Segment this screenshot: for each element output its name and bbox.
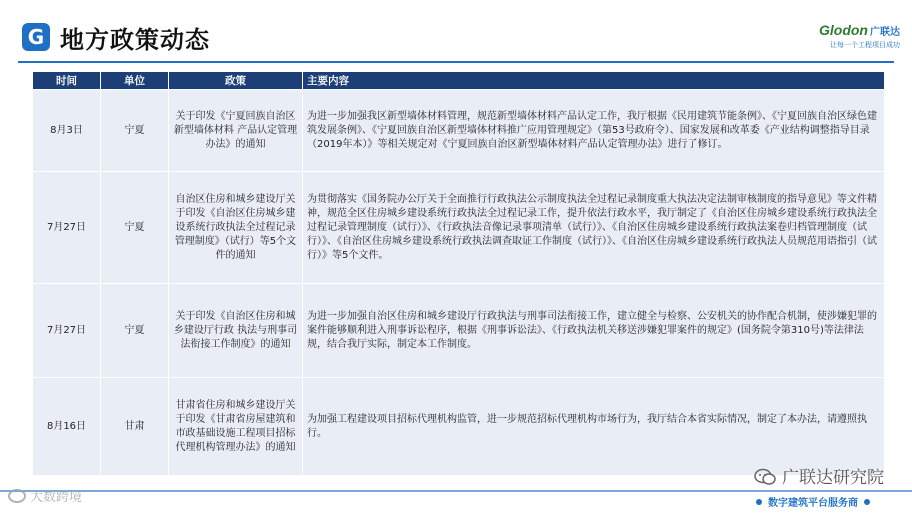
- policy-table: [32, 71, 885, 476]
- page-title: 地方政策动态: [60, 26, 210, 54]
- row-content: 为进一步加强我区新型墙体材料管理，规范新型墙体材料产品认定工作，我厅根据《民用建筑节能条例》、《宁夏回族自治区绿色建筑发展条例》、《宁夏回族自治区新型墙体材料推广应用管理规定》（第53号政府令）、国家发展和改革委《产业结构调整指导目录（2019年本）》等相关规定对《宁夏回族自治区新型墙体材料产品认定管理办法》进行了修订。: [303, 90, 885, 172]
- bullet-icon: [756, 499, 762, 505]
- header-divider: [18, 61, 894, 63]
- row-time: 8月3日: [33, 90, 101, 172]
- watermark-text: 大数跨境: [30, 490, 83, 505]
- row-unit: 宁夏: [101, 284, 169, 378]
- brand-slogan: 让每一个工程项目成功: [830, 41, 900, 49]
- row-content: 为进一步加强自治区住房和城乡建设厅行政执法与刑事司法衔接工作，建立健全与检察、公安机关的协作配合机制，使涉嫌犯罪的案件能够顺利进入刑事诉讼程序，根据《刑事诉讼法》、《行政执法机关移送涉嫌犯罪案件的规定》(国务院令第310号)等法律法规，结合我厅实际，制定本工作制度。: [303, 284, 885, 378]
- row-time: 7月27日: [33, 172, 101, 284]
- brand-name: [790, 22, 900, 38]
- watermark-icon: [8, 489, 26, 503]
- footer-divider: [0, 490, 912, 492]
- table-row: [33, 378, 885, 476]
- footer-brand: [754, 463, 884, 488]
- brand-name-en: Glodon: [819, 22, 868, 38]
- row-policy: 自治区住房和城乡建设厅关于印发《自治区住房城乡建设系统行政执法全过程记录管理制度》（试行）等5个文件的通知: [169, 172, 303, 284]
- row-content: 为贯彻落实《国务院办公厅关于全面推行行政执法公示制度执法全过程记录制度重大执法决定法制审核制度的指导意见》等文件精神，规范全区住房城乡建设系统行政执法全过程记录工作，提升依法行政水平，我厅制定了《自治区住房城乡建设系统行政执法全过程记录管理制度（试行）》、《行政执法音像记录事项清单（试行）》、《自治区住房城乡建设系统行政执法案卷归档管理制度（试行）》、《自治区住房城乡建设系统行政执法调查取证工作制度（试行）》、《自治区住房城乡建设系统行政执法人员规范用语指引（试行）》等5个文件。: [303, 172, 885, 284]
- col-header-unit: 单位: [101, 72, 169, 90]
- wechat-icon: [754, 468, 776, 486]
- col-header-time: 时间: [33, 72, 101, 90]
- row-content: 为加强工程建设项目招标代理机构监管，进一步规范招标代理机构市场行为，我厅结合本省实际情况，制定了本办法，请遵照执行。: [303, 378, 885, 476]
- row-unit: 甘肃: [101, 378, 169, 476]
- brand-name-cn: 广联达: [870, 27, 900, 38]
- row-unit: 宁夏: [101, 172, 169, 284]
- table-header-row: [33, 72, 885, 90]
- row-policy: 关于印发《宁夏回族自治区新型墙体材料 产品认定管理办法》的通知: [169, 90, 303, 172]
- header: [0, 0, 912, 64]
- row-time: 8月16日: [33, 378, 101, 476]
- row-policy: 关于印发《自治区住房和城乡建设厅行政 执法与刑事司法衔接工作制度》的通知: [169, 284, 303, 378]
- brand-logo: [790, 22, 900, 52]
- footer-subtitle-text: 数字建筑平台服务商: [768, 498, 858, 509]
- col-header-content: 主要内容: [303, 72, 885, 90]
- row-unit: 宁夏: [101, 90, 169, 172]
- footer-brand-text: 广联达研究院: [782, 468, 884, 488]
- row-policy: 甘肃省住房和城乡建设厅关于印发《甘肃省房屋建筑和市政基础设施工程项目招标代理机构管理办法》的通知: [169, 378, 303, 476]
- watermark: [8, 486, 82, 505]
- table-row: [33, 172, 885, 284]
- row-time: 7月27日: [33, 284, 101, 378]
- table-row: [33, 90, 885, 172]
- col-header-policy: 政策: [169, 72, 303, 90]
- bullet-icon: [864, 499, 870, 505]
- logo-g-icon: G: [22, 23, 50, 51]
- table-row: [33, 284, 885, 378]
- footer-subtitle: [750, 494, 876, 509]
